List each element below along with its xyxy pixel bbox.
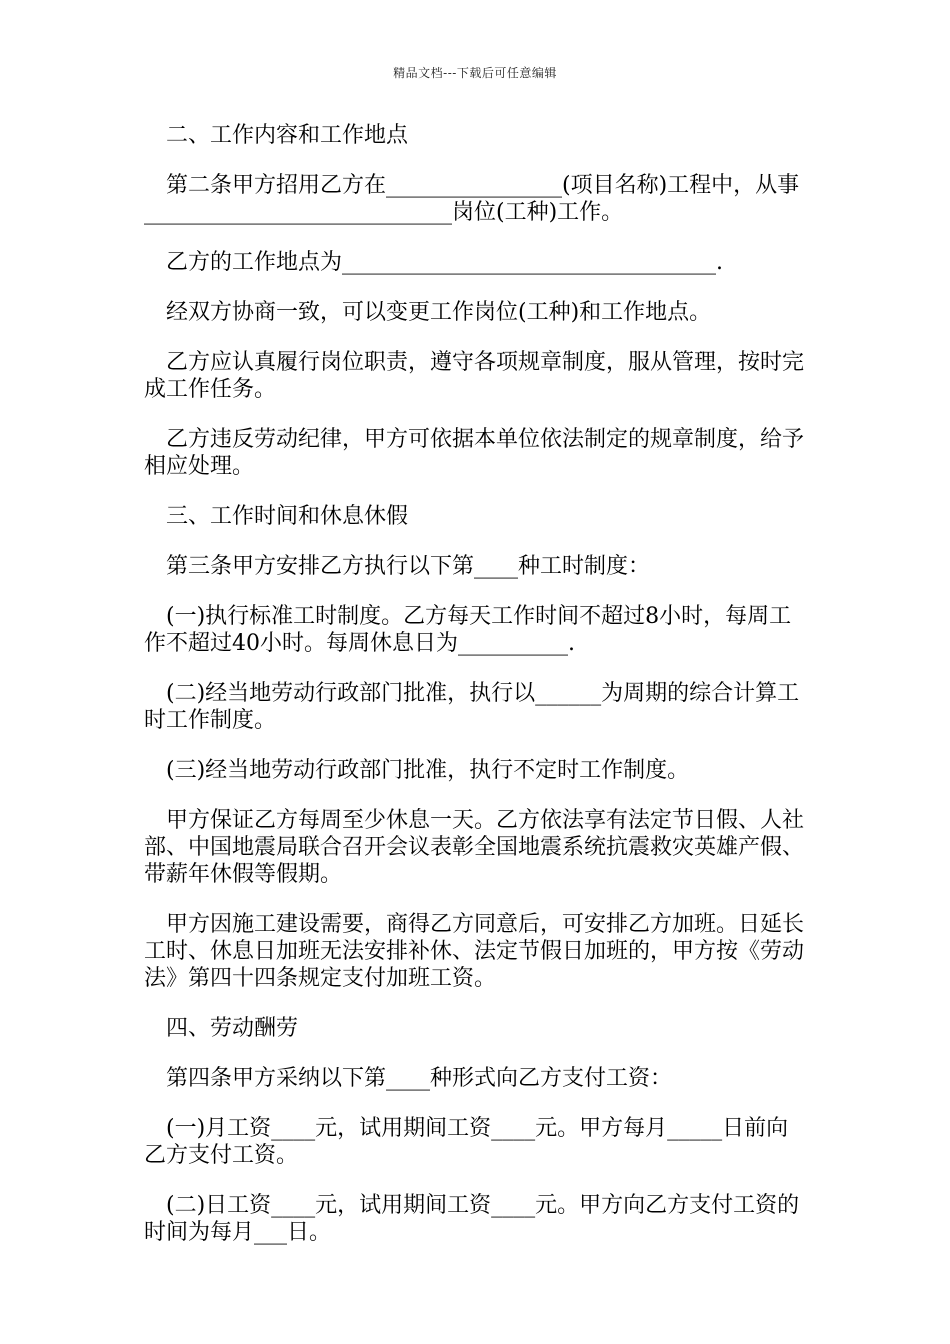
discipline-paragraph: 乙方违反劳动纪律，甲方可依据本单位依法制定的规章制度，给予相应处理。 [144, 427, 805, 479]
overtime-paragraph: 甲方因施工建设需要，商得乙方同意后，可安排乙方加班。日延长工时、休息日加班无法安排补休、法定节假日加班的，甲方按《劳动法》第四十四条规定支付加班工资。 [144, 912, 805, 991]
page-header: 精品文档---下载后可任意编辑 [393, 66, 557, 80]
section-heading-work-time: 三、工作时间和休息休假 [166, 504, 409, 529]
rest-guarantee-paragraph: 甲方保证乙方每周至少休息一天。乙方依法享有法定节日假、人社部、中国地震局联合召开会议表彰全国地震系统抗震救灾英雄产假、带薪年休假等假期。 [144, 808, 805, 887]
article-3-paragraph: 第三条甲方安排乙方执行以下第____种工时制度： [166, 554, 651, 579]
change-position-paragraph: 经双方协商一致，可以变更工作岗位(工种)和工作地点。 [166, 300, 712, 325]
article-4-paragraph: 第四条甲方采纳以下第____种形式向乙方支付工资： [166, 1066, 673, 1091]
document-body [144, 122, 808, 1269]
monthly-wage-paragraph: (一)月工资____元，试用期间工资____元。甲方每月_____日前向乙方支付工资。 [144, 1116, 789, 1168]
section-heading-remuneration: 四、劳动酬劳 [166, 1016, 299, 1041]
work-location-paragraph: 乙方的工作地点为__________________________________. [166, 250, 723, 275]
flexible-hours-paragraph: (三)经当地劳动行政部门批准，执行不定时工作制度。 [166, 758, 690, 783]
standard-hours-paragraph: (一)执行标准工时制度。乙方每天工作时间不超过8小时，每周工作不超过40小时。每周休息日为__________. [144, 604, 792, 656]
duties-paragraph: 乙方应认真履行岗位职责，遵守各项规章制度，服从管理，按时完成工作任务。 [144, 350, 805, 402]
article-2-paragraph: 第二条甲方招用乙方在________________(项目名称)工程中，从事____________________________岗位(工种)工作。 [144, 173, 800, 225]
section-heading-work-content: 二、工作内容和工作地点 [166, 123, 409, 148]
comprehensive-hours-paragraph: (二)经当地劳动行政部门批准，执行以______为周期的综合计算工时工作制度。 [144, 681, 800, 733]
daily-wage-paragraph: (二)日工资____元，试用期间工资____元。甲方向乙方支付工资的时间为每月___日。 [144, 1193, 800, 1245]
